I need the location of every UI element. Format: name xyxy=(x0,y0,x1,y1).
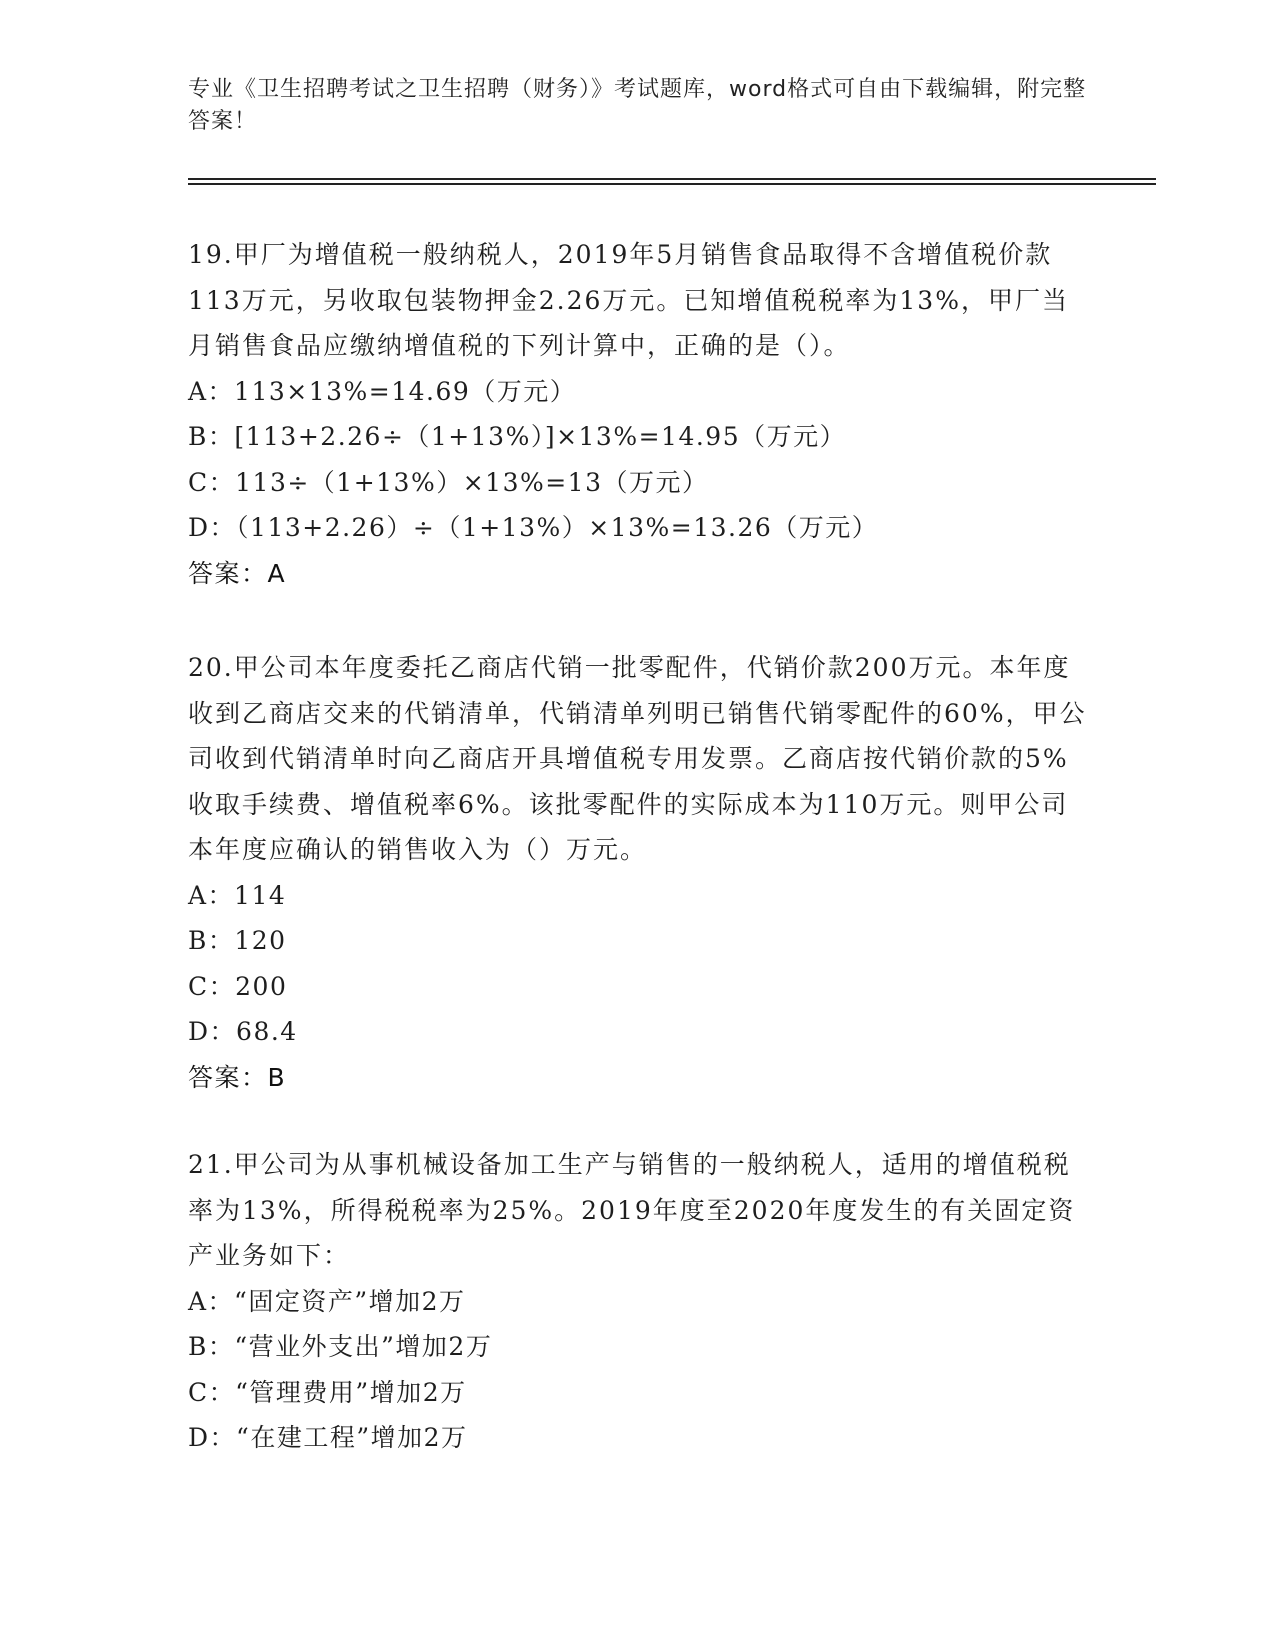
option-c: C：200 xyxy=(188,971,288,1001)
answer-line: 答案：B xyxy=(188,1062,287,1092)
question-stem: 21.甲公司为从事机械设备加工生产与销售的一般纳税人，适用的增值税税率为13%，所得税税率为25%。2019年度至2020年度发生的有关固定资产业务如下： xyxy=(188,1150,1076,1270)
option-a: A：114 xyxy=(188,880,287,910)
header-divider-top xyxy=(188,178,1156,180)
document-header: 专业《卫生招聘考试之卫生招聘（财务）》考试题库，word格式可自由下载编辑，附完整答案！ xyxy=(188,77,1087,134)
header-divider-bottom xyxy=(188,183,1156,185)
option-c: C：113÷（1+13%）×13%=13（万元） xyxy=(188,467,709,497)
option-d: D：（113+2.26）÷（1+13%）×13%=13.26（万元） xyxy=(188,513,879,542)
question-19 xyxy=(188,232,1088,596)
question-20 xyxy=(188,645,1088,1100)
question-21 xyxy=(188,1142,1088,1461)
answer-line: 答案：A xyxy=(188,558,287,588)
option-b: B：120 xyxy=(188,926,287,955)
question-stem: 19.甲厂为增值税一般纳税人，2019年5月销售食品取得不含增值税价款113万元，另收取包装物押金2.26万元。已知增值税税率为13%，甲厂当月销售食品应缴纳增值税的下列计算中，正确的是（）。 xyxy=(188,240,1069,360)
option-a: A：113×13%=14.69（万元） xyxy=(188,376,577,406)
question-stem: 20.甲公司本年度委托乙商店代销一批零配件，代销价款200万元。本年度收到乙商店交来的代销清单，代销清单列明已销售代销零配件的60%，甲公司收到代销清单时向乙商店开具增值税专用发票。乙商店按代销价款的5%收取手续费、增值税率6%。该批零配件的实际成本为110万元。则甲公司本年度应确认的销售收入为（）万元。 xyxy=(188,653,1087,864)
option-a: A：“固定资产”增加2万 xyxy=(188,1286,466,1316)
option-b: B：“营业外支出”增加2万 xyxy=(188,1332,493,1361)
option-b: B：[113+2.26÷（1+13%）]×13%=14.95（万元） xyxy=(188,422,847,451)
option-d: D：“在建工程”增加2万 xyxy=(188,1423,468,1452)
option-d: D：68.4 xyxy=(188,1017,298,1046)
option-c: C：“管理费用”增加2万 xyxy=(188,1377,467,1407)
